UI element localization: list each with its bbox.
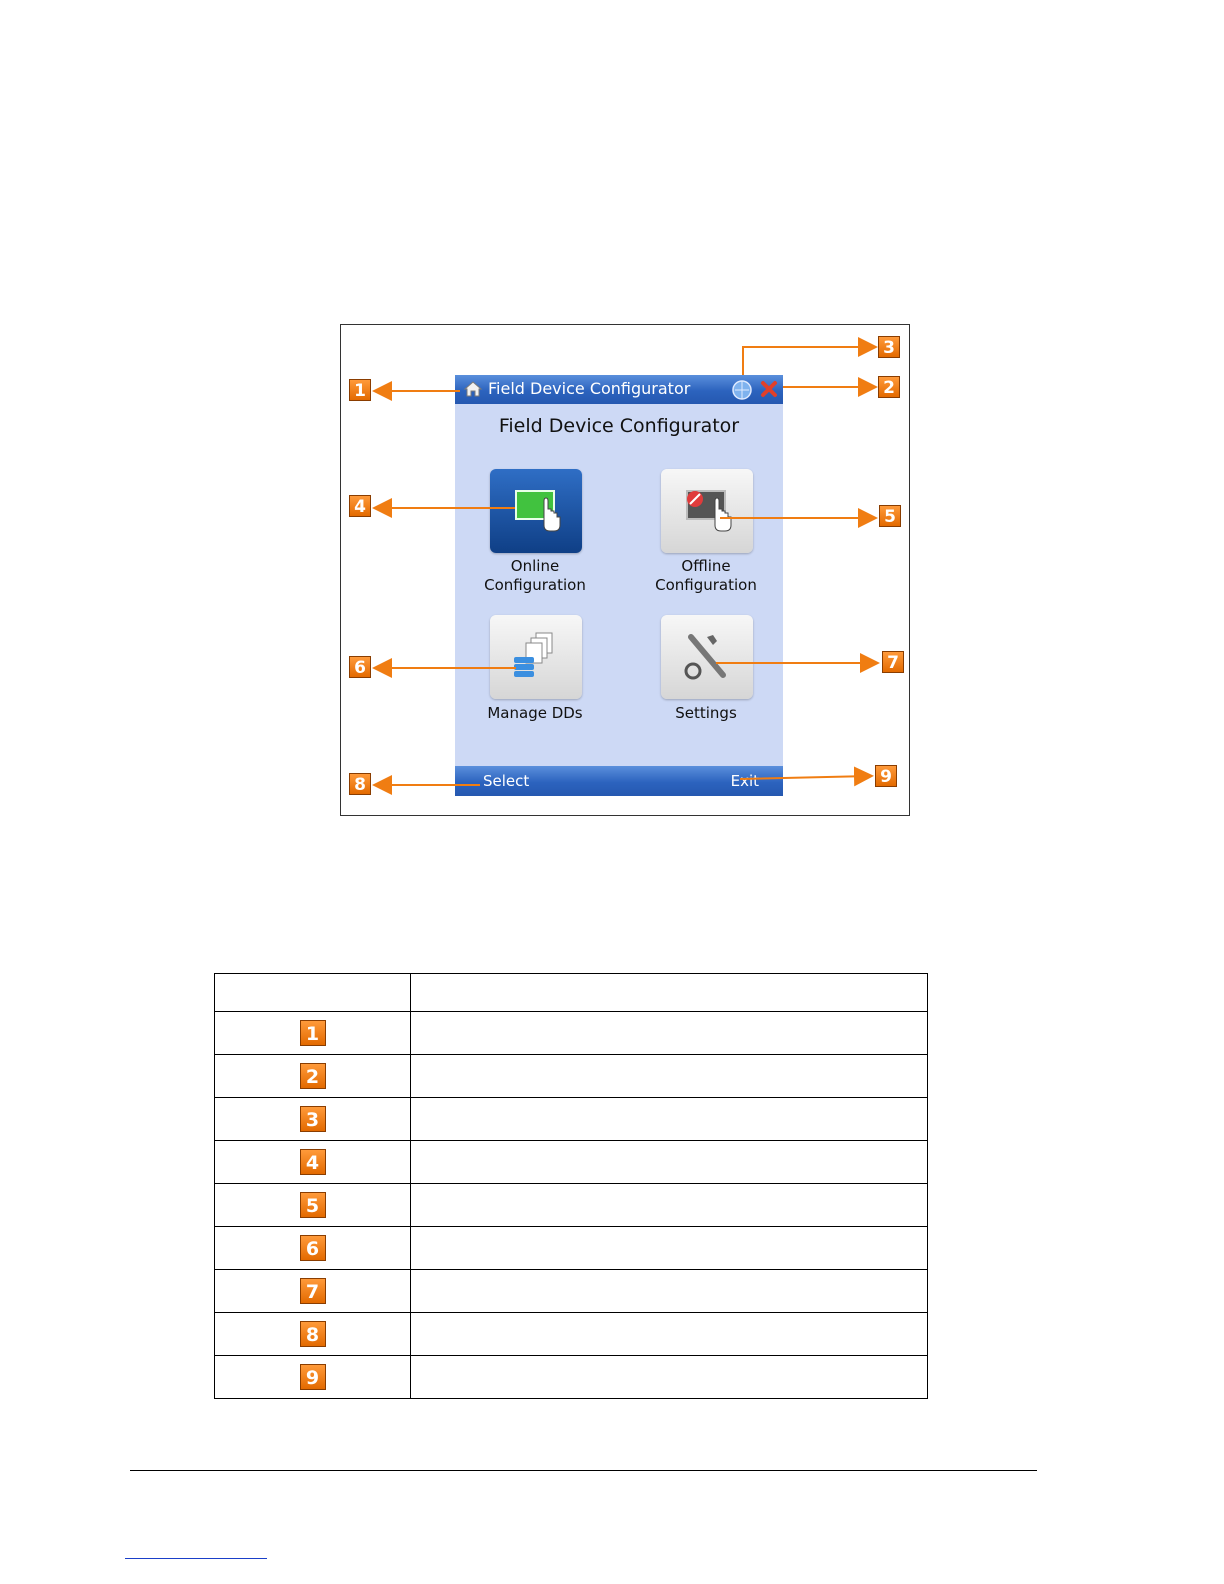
column-header (411, 974, 928, 1012)
callout-1: 1 (349, 379, 371, 401)
table-cell-description (411, 1141, 928, 1184)
tile-label-line: Online (510, 557, 560, 575)
table-row (215, 1227, 928, 1270)
callout-badge: 8 (300, 1321, 326, 1347)
screen-heading: Field Device Configurator (498, 415, 740, 437)
callout-legend-table (214, 973, 928, 1399)
arrow-9 (740, 776, 870, 779)
callout-badge: 2 (300, 1063, 326, 1089)
table-cell-description (411, 1055, 928, 1098)
manage-dds-label: Manage DDs (487, 704, 583, 722)
arrow-3 (743, 347, 874, 375)
callout-6: 6 (349, 656, 371, 678)
table-cell-number (215, 1055, 411, 1098)
footer-rule (130, 1470, 1037, 1471)
table-cell-description (411, 1184, 928, 1227)
tile-label-line: Configuration (655, 576, 757, 594)
table-row (215, 1356, 928, 1399)
table-row (215, 1098, 928, 1141)
table-cell-number (215, 1313, 411, 1356)
tile-label-line: Configuration (484, 576, 586, 594)
callout-badge: 4 (300, 1149, 326, 1175)
table-cell-description (411, 1012, 928, 1055)
table-row (215, 1012, 928, 1055)
table-row (215, 1313, 928, 1356)
table-cell-number (215, 1141, 411, 1184)
table-row (215, 1270, 928, 1313)
titlebar-title: Field Device Configurator (488, 379, 691, 398)
callout-3: 3 (878, 336, 900, 358)
table-row (215, 1184, 928, 1227)
callout-5: 5 (879, 505, 901, 527)
table-header-row (215, 974, 928, 1012)
callout-badge: 6 (300, 1235, 326, 1261)
table-cell-description (411, 1270, 928, 1313)
callout-badge: 7 (300, 1278, 326, 1304)
callout-7: 7 (882, 651, 904, 673)
tile-label-line: Offline (681, 557, 731, 575)
table-row (215, 1055, 928, 1098)
table-cell-number (215, 1098, 411, 1141)
callout-badge: 3 (300, 1106, 326, 1132)
table-cell-description (411, 1098, 928, 1141)
table-cell-number (215, 1356, 411, 1399)
callout-badge: 1 (300, 1020, 326, 1046)
table-cell-number (215, 1184, 411, 1227)
table-cell-number (215, 1270, 411, 1313)
table-cell-description (411, 1227, 928, 1270)
table-cell-description (411, 1313, 928, 1356)
select-softkey[interactable]: Select (483, 772, 530, 790)
column-header (215, 974, 411, 1012)
table-cell-number (215, 1012, 411, 1055)
callout-8: 8 (349, 773, 371, 795)
footer-link-underline[interactable] (125, 1558, 267, 1559)
exit-softkey[interactable]: Exit (730, 772, 759, 790)
settings-label: Settings (675, 704, 737, 722)
table-row (215, 1141, 928, 1184)
callout-4: 4 (349, 495, 371, 517)
callout-badge: 5 (300, 1192, 326, 1218)
callout-2: 2 (878, 376, 900, 398)
callout-9: 9 (875, 765, 897, 787)
table-cell-number (215, 1227, 411, 1270)
callout-badge: 9 (300, 1364, 326, 1390)
table-cell-description (411, 1356, 928, 1399)
